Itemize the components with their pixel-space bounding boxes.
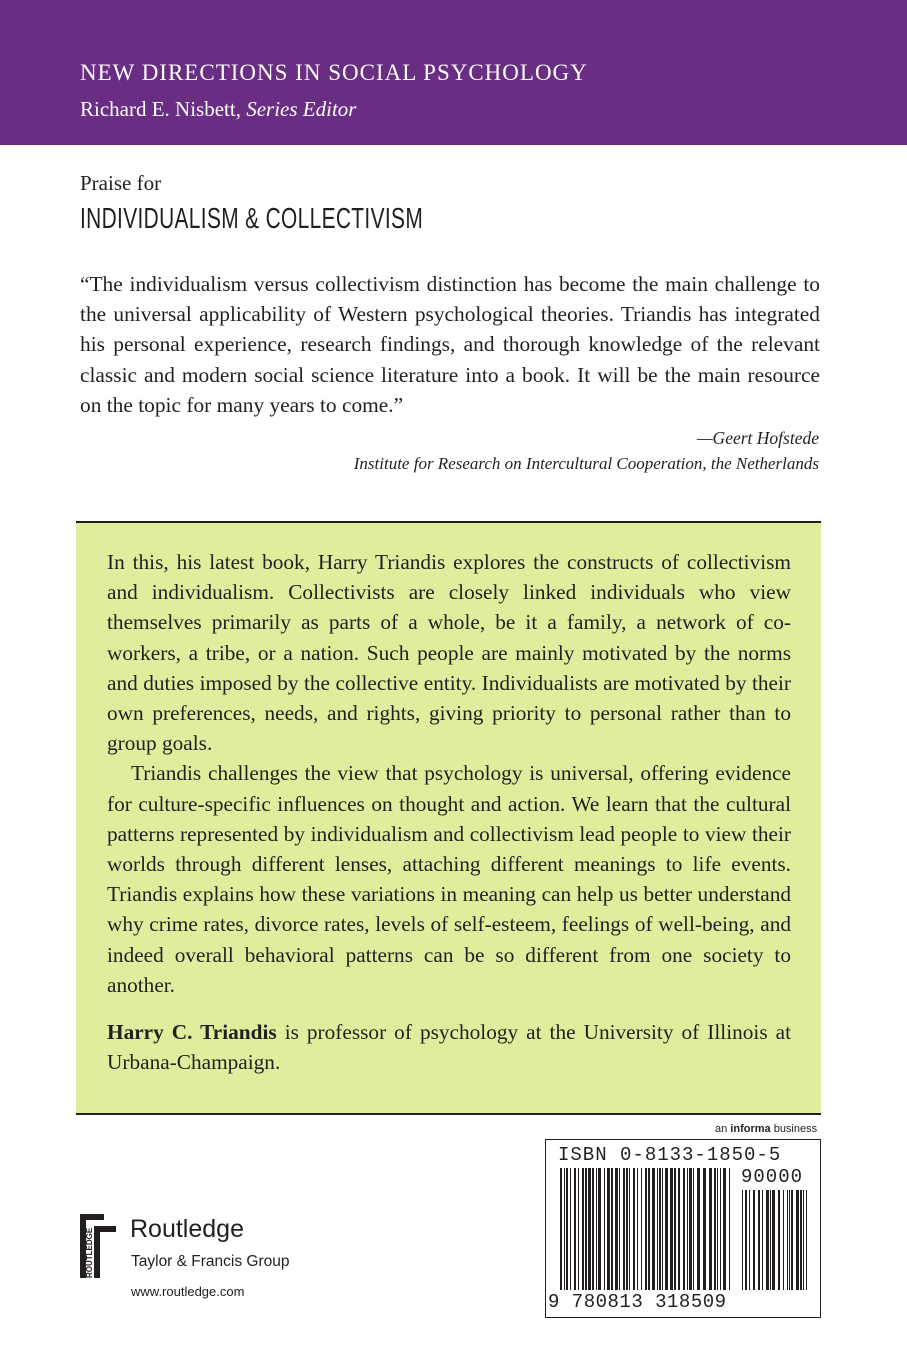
barcode-bar bbox=[745, 1190, 747, 1290]
barcode-bar bbox=[662, 1168, 663, 1290]
barcode-bar bbox=[772, 1190, 775, 1290]
barcode-bar bbox=[787, 1190, 788, 1290]
barcode-bar bbox=[717, 1168, 718, 1290]
barcode-bar bbox=[709, 1168, 712, 1290]
barcode-bar bbox=[742, 1190, 743, 1290]
barcode-bar bbox=[778, 1190, 780, 1290]
barcode-bar bbox=[585, 1168, 587, 1290]
barcode-bar bbox=[687, 1168, 688, 1290]
barcode-bar bbox=[592, 1168, 594, 1290]
barcode-bar bbox=[665, 1168, 668, 1290]
informa-brand: informa bbox=[730, 1123, 771, 1135]
barcode-bar bbox=[674, 1168, 676, 1290]
barcode-bar bbox=[714, 1168, 716, 1290]
informa-prefix: an bbox=[715, 1123, 731, 1135]
barcode-bar bbox=[582, 1168, 584, 1290]
barcode-bar bbox=[578, 1168, 579, 1290]
barcode-bar bbox=[611, 1168, 613, 1290]
description-paragraph: In this, his latest book, Harry Triandis explores the constructs of collectivism and individualism. Collectivists are closely linked individuals who view themselves primarily as parts of a whole, be it a family, a network of co-workers, a tribe, or a nation. Such people are mainly motivated by the norms and duties imposed by the collective entity. Individualists are motivated by their own preferences, needs, and rights, giving priority to personal rather than to group goals. bbox=[107, 550, 791, 756]
isbn-barcode bbox=[545, 1139, 821, 1318]
barcode-bar bbox=[574, 1168, 576, 1290]
barcode-bar bbox=[720, 1168, 721, 1290]
barcode-bar bbox=[800, 1190, 802, 1290]
praise-quote: “The individualism versus collectivism distinction has become the main challenge to the universal applicability of Western psychological theories. Triandis has integrated his personal experience, research findings, and thorough knowledge of the relevant classic and modern social science literature into a book. It will be the main resource on the topic for many years to come.” bbox=[80, 272, 820, 417]
barcode-bar bbox=[791, 1190, 793, 1290]
barcode-bar bbox=[641, 1168, 642, 1290]
publisher-website: www.routledge.com bbox=[131, 1284, 245, 1299]
barcode-bar bbox=[683, 1168, 685, 1290]
barcode-bar bbox=[766, 1190, 769, 1290]
isbn-number: ISBN 0-8133-1850-5 bbox=[558, 1144, 782, 1166]
barcode-bar bbox=[604, 1168, 605, 1290]
book-description bbox=[107, 547, 791, 1077]
author-bio-name: Harry C. Triandis bbox=[107, 1020, 277, 1045]
barcode-bar bbox=[657, 1168, 658, 1290]
barcode-bar bbox=[623, 1168, 625, 1290]
barcode-bar bbox=[753, 1190, 755, 1290]
book-title: INDIVIDUALISM & COLLECTIVISM bbox=[80, 203, 424, 235]
barcode-bar bbox=[598, 1168, 601, 1290]
description-paragraph: Triandis challenges the view that psychology is universal, offering evidence for culture-specific influences on thought and action. We learn that the cultural patterns represented by individualism and collectivism lead people to view their worlds through different lenses, attaching different meanings to life events. Triandis explains how these variations in meaning can help us better understand why crime rates, divorce rates, levels of self-esteem, feelings of well-being, and indeed overall behavioral patterns can be so different from one society to another. bbox=[107, 761, 791, 997]
barcode-bar bbox=[652, 1168, 655, 1290]
barcode-bar bbox=[689, 1168, 692, 1290]
barcode-bar bbox=[806, 1190, 807, 1290]
price-code: 90000 bbox=[741, 1166, 804, 1188]
barcode-bar bbox=[803, 1190, 804, 1290]
barcode-bar bbox=[783, 1190, 784, 1290]
barcode-bar bbox=[678, 1168, 680, 1290]
barcode-bar bbox=[607, 1168, 610, 1290]
barcode-bar bbox=[762, 1190, 763, 1290]
routledge-logo-lettering: ROUTLEDGE bbox=[85, 1227, 94, 1278]
barcode-bar bbox=[564, 1168, 565, 1290]
series-editor-name: Richard E. Nisbett, bbox=[80, 97, 241, 121]
barcode-bar bbox=[789, 1190, 790, 1290]
barcode-bar bbox=[758, 1190, 760, 1290]
barcode-bar bbox=[566, 1168, 568, 1290]
series-editor-role: Series Editor bbox=[246, 97, 357, 121]
barcode-bar bbox=[560, 1168, 562, 1290]
barcode-bar bbox=[749, 1190, 750, 1290]
series-editor bbox=[80, 97, 356, 122]
informa-suffix: business bbox=[770, 1123, 818, 1135]
quote-attribution bbox=[354, 426, 819, 476]
barcode-bar bbox=[615, 1168, 618, 1290]
author-bio bbox=[107, 1017, 791, 1077]
barcode-bar bbox=[659, 1168, 661, 1290]
publisher-name: Routledge bbox=[130, 1215, 244, 1243]
barcode-bar bbox=[637, 1168, 638, 1290]
barcode-bar bbox=[703, 1168, 706, 1290]
praise-label: Praise for bbox=[80, 171, 162, 195]
barcode-bar bbox=[697, 1168, 700, 1290]
barcode-bar bbox=[626, 1168, 628, 1290]
author-bio-text: is professor of psychology at the University of Illinois at Urbana-Champaign. bbox=[107, 1020, 791, 1075]
barcode-bar bbox=[619, 1168, 620, 1290]
barcode-bar bbox=[670, 1168, 673, 1290]
barcode-bar bbox=[693, 1168, 694, 1290]
barcode-bar bbox=[723, 1168, 726, 1290]
barcode-bar bbox=[596, 1168, 597, 1290]
series-title: NEW DIRECTIONS IN SOCIAL PSYCHOLOGY bbox=[80, 60, 588, 85]
ean-digits: 9 780813 318509 bbox=[548, 1291, 727, 1313]
barcode-bar bbox=[588, 1168, 591, 1290]
barcode-bar bbox=[770, 1190, 771, 1290]
barcode-bar bbox=[796, 1190, 799, 1290]
barcode-bar bbox=[645, 1168, 647, 1290]
informa-business-tagline bbox=[715, 1123, 817, 1135]
barcode-bar bbox=[570, 1168, 571, 1290]
routledge-logo-icon bbox=[76, 1212, 122, 1280]
quote-affiliation: Institute for Research on Intercultural Cooperation, the Netherlands bbox=[353, 454, 819, 473]
barcode-bar bbox=[648, 1168, 650, 1290]
barcode-bar bbox=[729, 1168, 730, 1290]
barcode-bar bbox=[633, 1168, 635, 1290]
publisher-group: Taylor & Francis Group bbox=[131, 1253, 290, 1270]
barcode-bar bbox=[629, 1168, 630, 1290]
quote-author: —Geert Hofstede bbox=[697, 428, 819, 448]
